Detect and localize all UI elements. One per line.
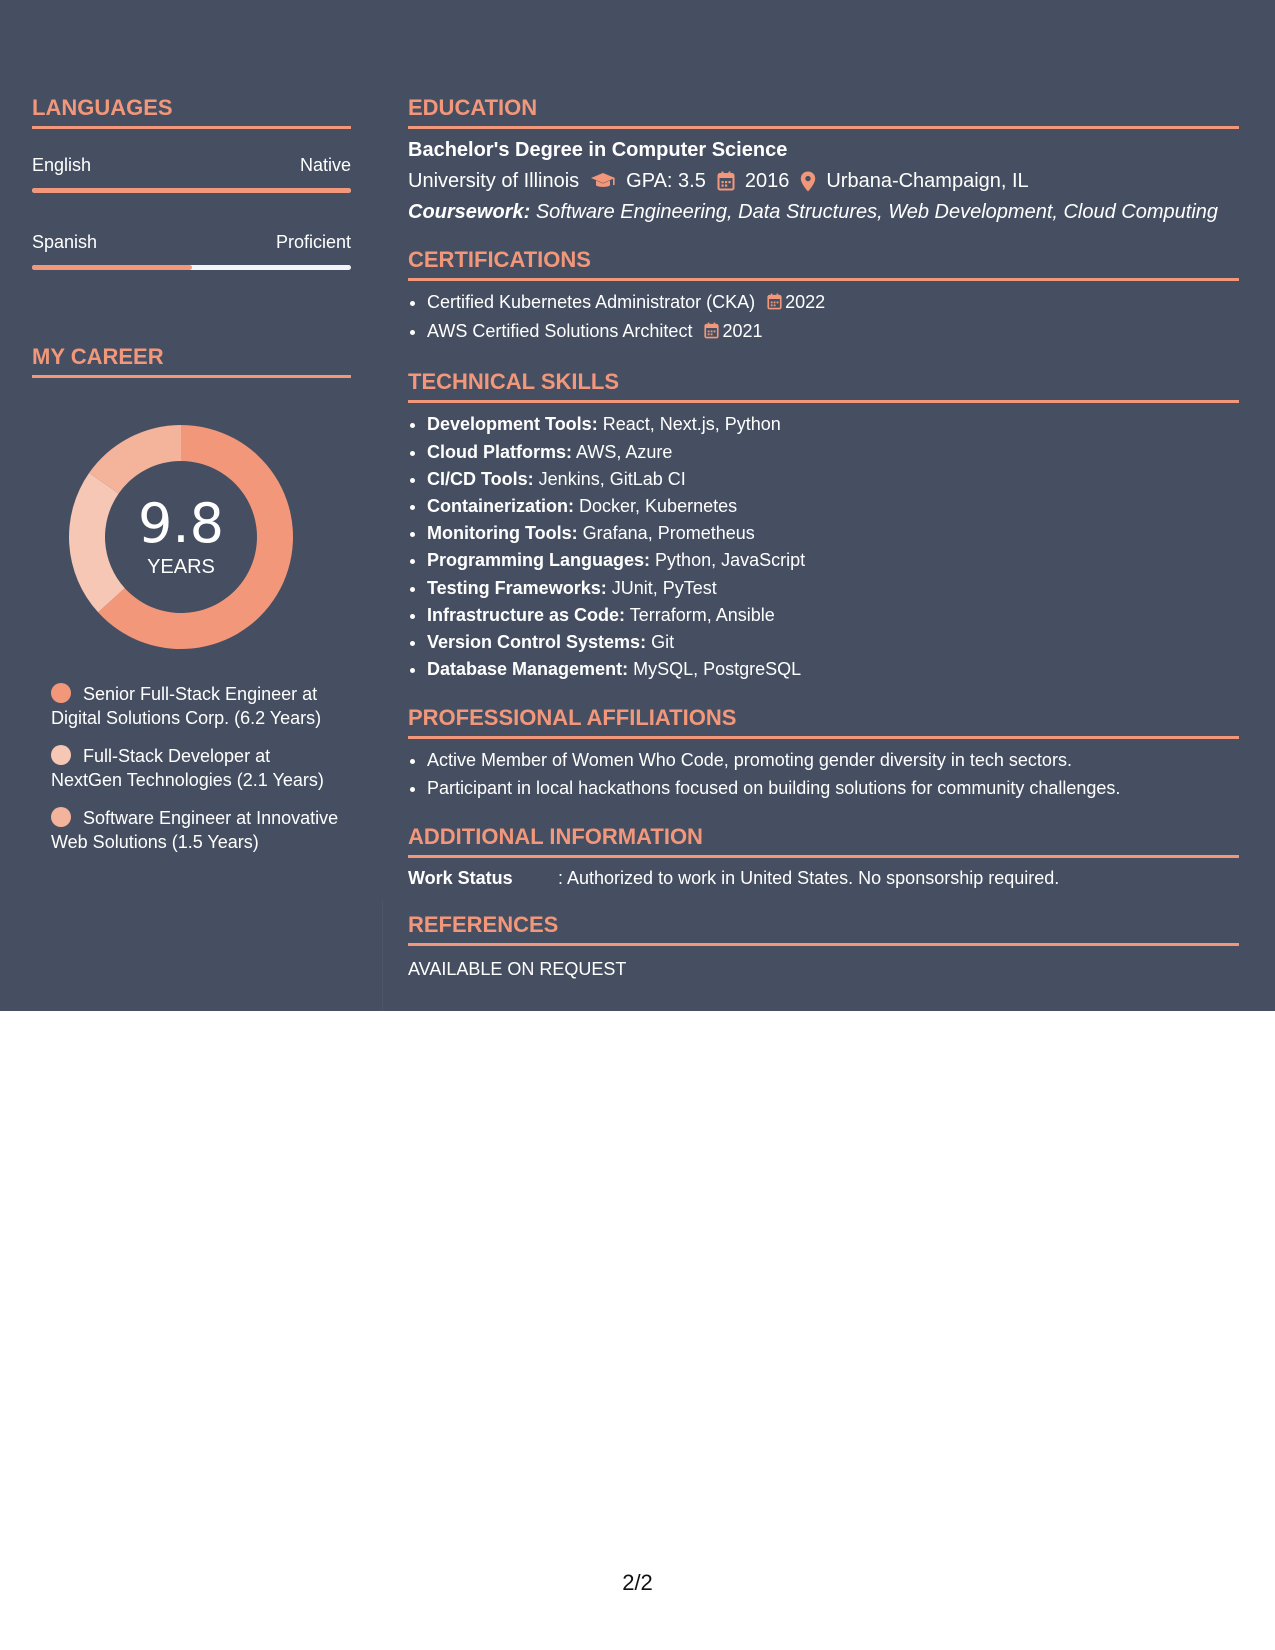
career-total-years: 9.8 [138, 492, 224, 555]
skill-item [427, 575, 1239, 602]
column-divider [382, 900, 383, 1011]
additional-info-section [408, 824, 1239, 890]
certifications-list [408, 289, 1239, 347]
certifications-section [408, 247, 1239, 347]
skill-item [427, 520, 1239, 547]
career-role [51, 682, 341, 730]
skills-section [408, 369, 1239, 683]
skill-value: Jenkins, GitLab CI [538, 468, 686, 489]
skill-label: Infrastructure as Code: [427, 604, 626, 625]
career-role-label: Software Engineer at Innovative Web Solutions (1.5 Years) [51, 808, 339, 852]
skill-value: AWS, Azure [576, 441, 673, 462]
coursework [408, 199, 1239, 225]
certifications-heading: CERTIFICATIONS [408, 247, 1239, 281]
legend-dot [51, 807, 71, 827]
coursework-label: Coursework: [408, 201, 531, 223]
career-role-list [51, 682, 341, 854]
skill-label: Monitoring Tools: [427, 523, 578, 544]
career-heading: MY CAREER [32, 344, 351, 378]
school-location: Urbana-Champaign, IL [826, 170, 1029, 192]
language-bar-fill [32, 265, 192, 270]
page-number: 2/2 [622, 1570, 653, 1595]
legend-dot [51, 683, 71, 703]
skill-item [427, 547, 1239, 574]
graduation-cap-icon [590, 172, 616, 190]
career-years-unit: YEARS [147, 556, 215, 578]
calendar-icon [767, 291, 782, 318]
career-role [51, 744, 341, 792]
left-column [32, 95, 351, 868]
language-item [32, 154, 351, 193]
language-name: Spanish [32, 232, 98, 252]
map-pin-icon [800, 171, 816, 192]
languages-heading: LANGUAGES [32, 95, 351, 129]
skill-label: Programming Languages: [427, 550, 651, 571]
skill-label: Database Management: [427, 659, 629, 680]
language-level: Native [299, 155, 351, 175]
career-role-label: Full-Stack Developer at NextGen Technologies (2.1 Years) [51, 746, 324, 790]
skill-value: Git [651, 632, 675, 653]
career-role [51, 806, 341, 854]
skill-label: Cloud Platforms: [427, 441, 573, 462]
calendar-icon [704, 320, 719, 347]
language-name: English [32, 155, 92, 175]
education-meta [408, 168, 1239, 194]
affiliation-item: • Active Member of Women Who Code, promoting gender diversity in tech sectors. [427, 747, 1239, 774]
education-heading: EDUCATION [408, 95, 1239, 129]
skill-item [427, 411, 1239, 438]
skill-value: Docker, Kubernetes [579, 496, 738, 517]
work-status-value: : Authorized to work in United States. No sponsorship required. [558, 867, 1060, 888]
skill-item [427, 439, 1239, 466]
skill-label: Development Tools: [427, 414, 598, 435]
calendar-icon [717, 171, 735, 191]
affiliations-list [408, 747, 1239, 801]
graduation-year: 2016 [744, 170, 790, 192]
skill-item [427, 493, 1239, 520]
affiliations-section [408, 705, 1239, 801]
skill-label: Containerization: [427, 496, 574, 517]
coursework-list: Software Engineering, Data Structures, Web Development, Cloud Computing [535, 201, 1219, 223]
skill-label: CI/CD Tools: [427, 468, 534, 489]
affiliation-item: • Participant in local hackathons focused on building solutions for community challenges. [427, 775, 1239, 802]
skill-item [427, 629, 1239, 656]
skill-value: MySQL, PostgreSQL [633, 659, 802, 680]
certification-item [427, 289, 1239, 318]
skill-item [427, 656, 1239, 683]
skill-label: Testing Frameworks: [427, 577, 607, 598]
skill-value: JUnit, PyTest [611, 577, 717, 598]
language-item [32, 231, 351, 270]
references-heading: REFERENCES [408, 912, 1239, 946]
skill-label: Version Control Systems: [427, 632, 647, 653]
language-bar-fill [32, 188, 351, 193]
certification-year: 2021 [722, 321, 763, 342]
language-bar [32, 188, 351, 193]
language-level: Proficient [275, 232, 351, 252]
work-status-row [408, 866, 1239, 890]
affiliations-heading: PROFESSIONAL AFFILIATIONS [408, 705, 1239, 739]
skills-heading: TECHNICAL SKILLS [408, 369, 1239, 403]
certification-year: 2022 [785, 292, 826, 312]
right-column [408, 95, 1239, 981]
degree-title: Bachelor's Degree in Computer Science [408, 139, 788, 161]
references-section [408, 912, 1239, 981]
certification-name: Certified Kubernetes Administrator (CKA) [427, 292, 756, 312]
skill-value: React, Next.js, Python [602, 414, 781, 435]
school-name: University of Illinois [408, 170, 580, 192]
career-role-label: Senior Full-Stack Engineer at Digital Solutions Corp. (6.2 Years) [51, 684, 322, 728]
additional-info-heading: ADDITIONAL INFORMATION [408, 824, 1239, 858]
skill-value: Python, JavaScript [655, 550, 806, 571]
skill-value: Grafana, Prometheus [582, 523, 755, 544]
work-status-label: Work Status [408, 867, 513, 888]
gpa: GPA: 3.5 [626, 170, 706, 192]
language-bar [32, 265, 351, 270]
skill-value: Terraform, Ansible [629, 604, 775, 625]
skill-item [427, 466, 1239, 493]
legend-dot [51, 745, 71, 765]
certification-item [427, 318, 1239, 347]
references-text: AVAILABLE ON REQUEST [408, 958, 627, 979]
skills-list [408, 411, 1239, 683]
certification-name: AWS Certified Solutions Architect [427, 321, 693, 342]
skill-item [427, 602, 1239, 629]
career-donut-chart [66, 422, 296, 652]
